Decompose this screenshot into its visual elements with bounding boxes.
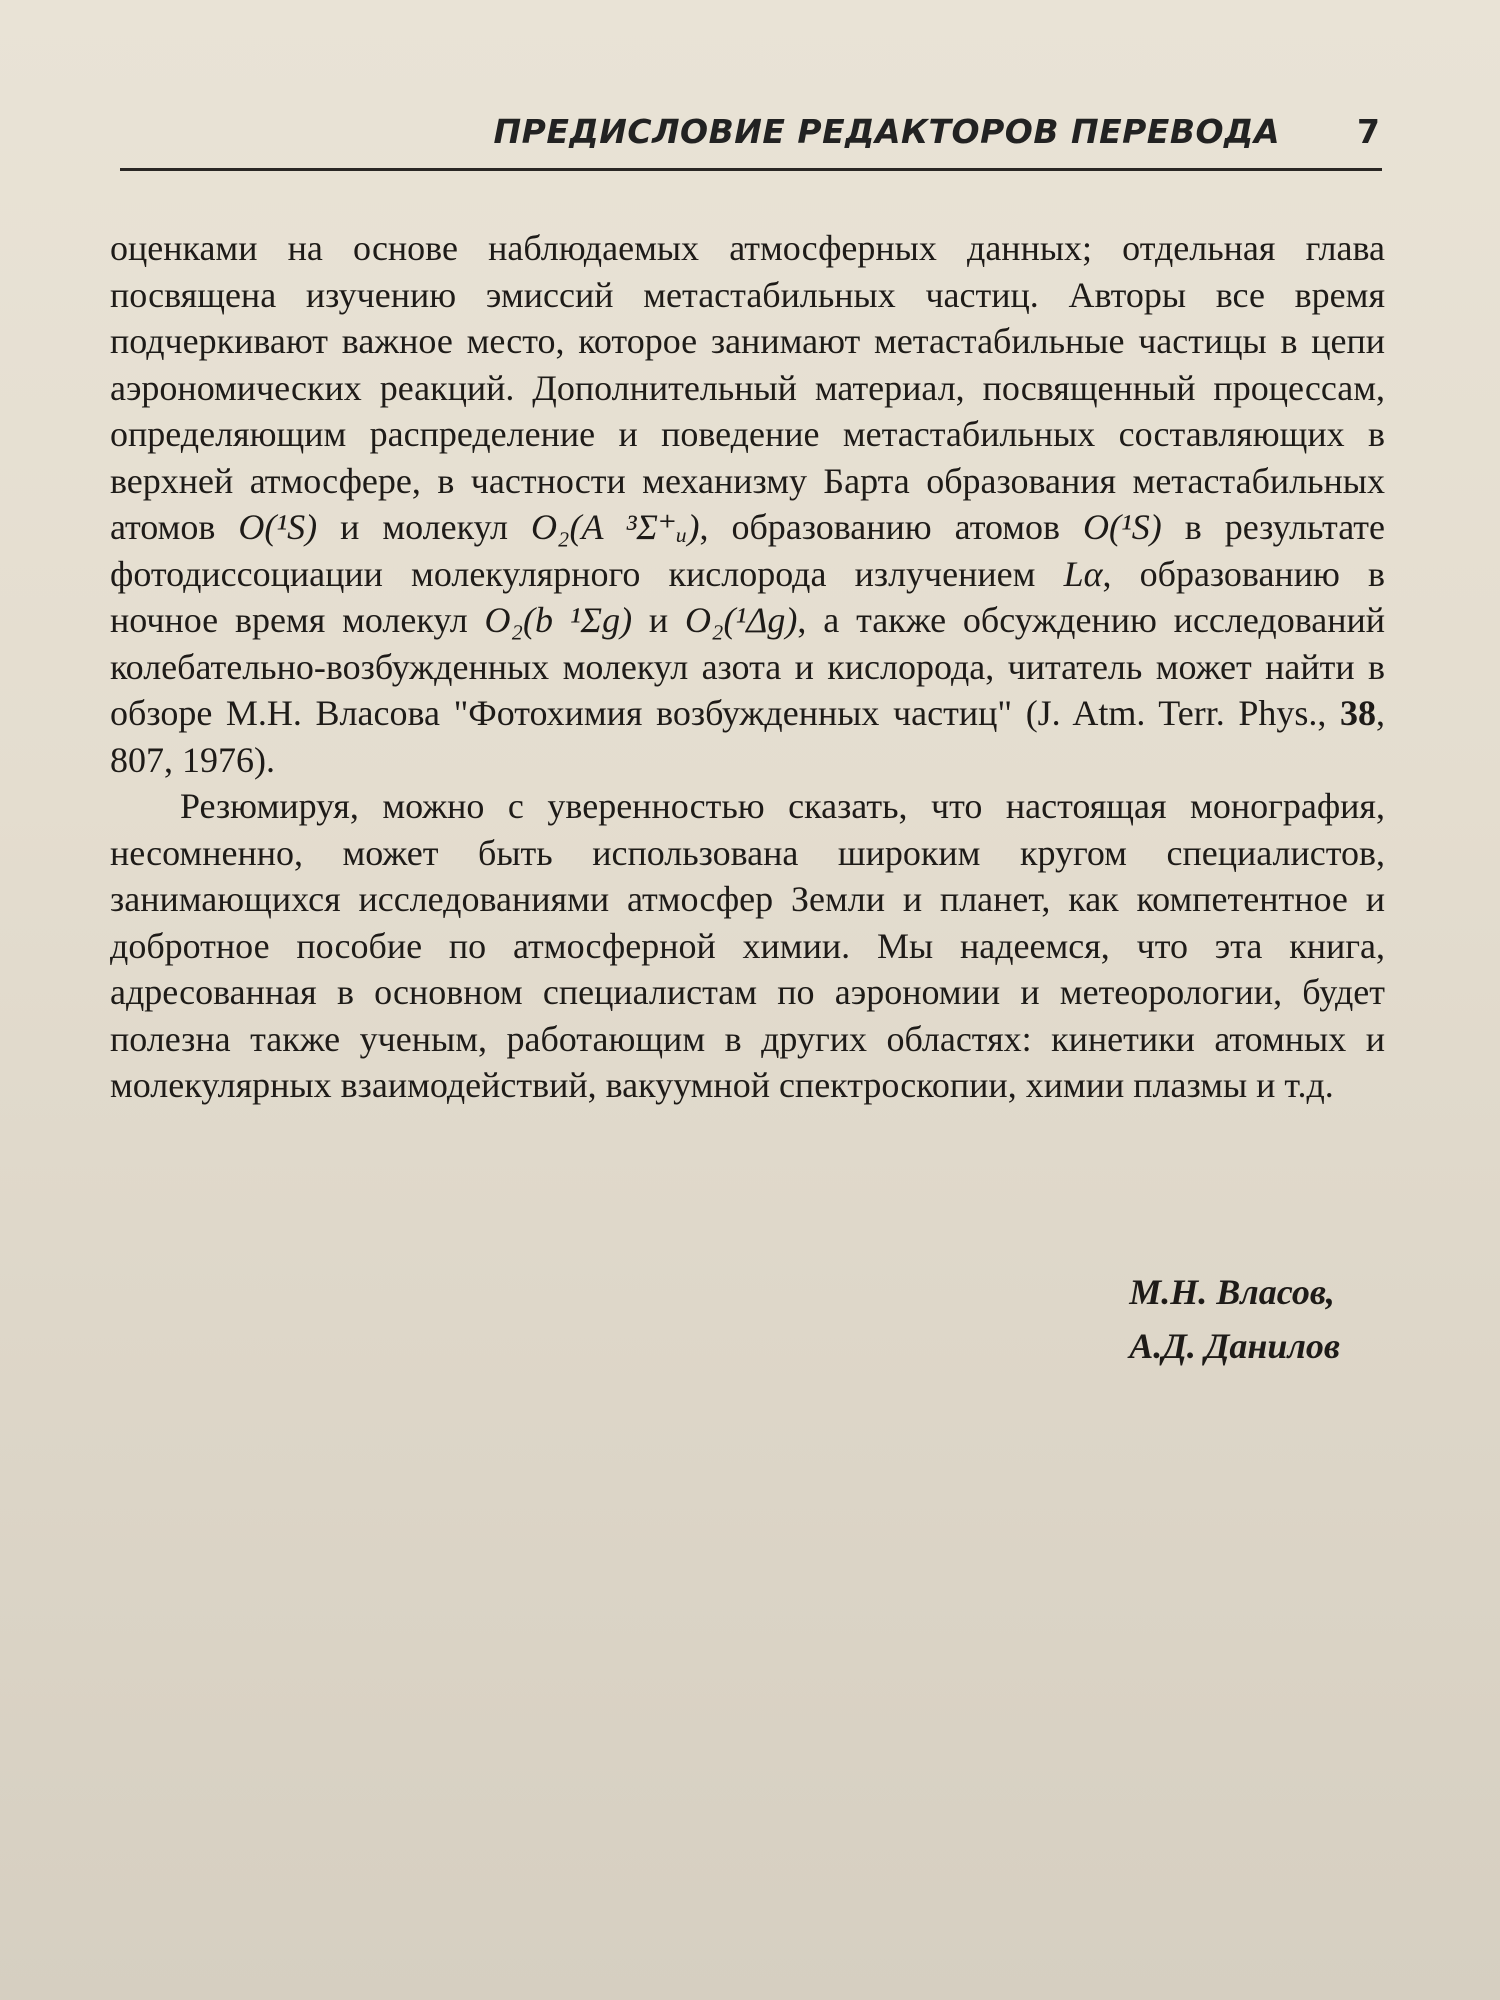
paragraph-2: Резюмируя, можно с уверенностью сказать, что настоящая монография, несомненно, может быть использована широким кругом специалистов, занимающихся исследованиями атмосфер Земли и планет, как компетентное и добротное пособие по атмосферной химии. Мы надеемся, что эта книга, адресованная в основном специалистам по аэрономии и метеорологии, будет полезна также ученым, работающим в других областях: кинетики атомных и молекулярных взаимодействий, вакуумной спектроскопии, химии плазмы и т.д. bbox=[110, 786, 1385, 1105]
paragraph-1 bbox=[110, 225, 1385, 783]
paragraph-1-text: , образованию атомов bbox=[699, 507, 1084, 547]
formula-o2-delta: O₂(¹Δg) bbox=[685, 600, 798, 640]
signatures bbox=[1129, 1265, 1340, 1373]
paragraph-1-text: и bbox=[632, 600, 685, 640]
signature-author-1: М.Н. Власов, bbox=[1129, 1272, 1335, 1312]
formula-o2-a: O₂(A ³Σ⁺ᵤ) bbox=[530, 507, 700, 547]
journal-volume: 38 bbox=[1340, 693, 1376, 733]
signature-author-2: А.Д. Данилов bbox=[1129, 1326, 1340, 1366]
paragraph-1-text: в результате фотодиссоциации молекулярного кислорода излучением bbox=[110, 507, 1385, 594]
paragraph-1-text: оценками на основе наблюдаемых атмосферных данных; отдельная глава посвящена изучению эмиссий метастабильных частиц. Авторы все время подчеркивают важное место, которое занимают метастабильные частицы в цепи аэрономических реакций. Дополнительный материал, посвященный процессам, определяющим распределение и поведение метастабильных составляющих в верхней атмосфере, в частности механизму Барта образования метастабильных атомов bbox=[110, 228, 1385, 547]
paragraph-1-text: , образованию в ночное время молекул bbox=[110, 553, 1385, 640]
page-number: 7 bbox=[1357, 112, 1380, 151]
formula-o2-b: O₂(b ¹Σg) bbox=[484, 600, 633, 640]
running-title: ПРЕДИСЛОВИЕ РЕДАКТОРОВ ПЕРЕВОДА bbox=[493, 112, 1280, 151]
formula-lyman-alpha: Lα bbox=[1063, 553, 1103, 594]
formula-o1s: O(¹S) bbox=[238, 507, 318, 547]
paragraph-1-text: , а также обсуждению исследований колебательно-возбужденных молекул азота и кислорода, читатель может найти в обзоре М.Н. Власова "Фотохимия возбужденных частиц" (J. Atm. Terr. Phys., bbox=[110, 600, 1385, 733]
formula-o1s: O(¹S) bbox=[1083, 507, 1162, 547]
paragraph-1-text: , 807, 1976). bbox=[110, 693, 1385, 780]
paragraph-1-text: и молекул bbox=[317, 507, 531, 547]
header-rule bbox=[120, 168, 1382, 171]
body-text bbox=[110, 225, 1385, 1109]
running-head bbox=[120, 112, 1380, 162]
